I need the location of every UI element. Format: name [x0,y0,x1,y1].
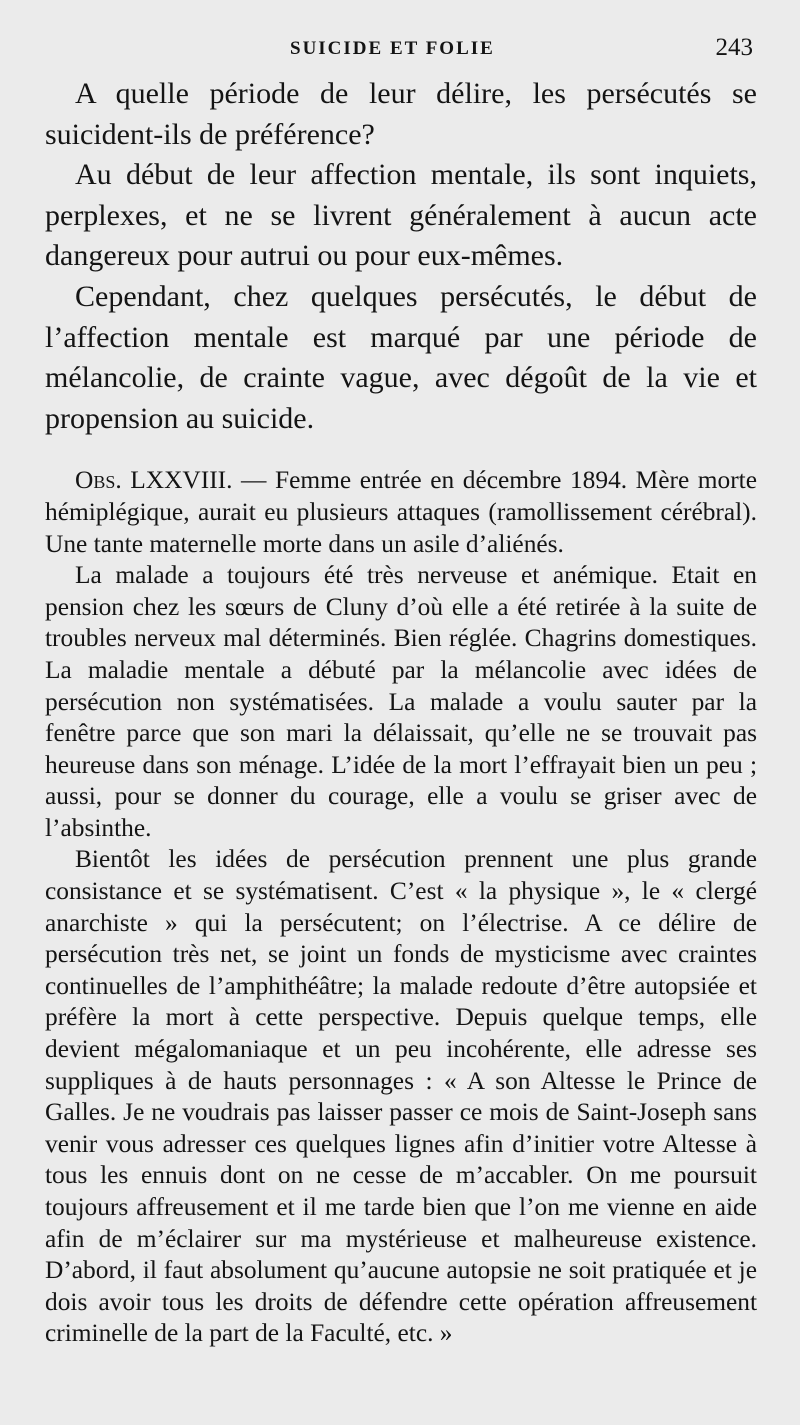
paragraph: Au début de leur affection mentale, ils sont inquiets, perplexes, et ne se livrent généralement à aucun acte dangereux pour autrui ou pour eux-mêmes. [45,158,757,273]
running-title: SUICIDE ET FOLIE [290,38,495,59]
observation-heading-paragraph [45,465,757,560]
observation-intro: — Femme entrée en décembre 1894. Mère morte hémiplégique, aurait eu plusieurs attaques (ramollissement cérébral). Une tante maternelle morte dans un asile d’aliénés. [45,466,758,558]
page-body [45,74,757,1350]
observation-paragraph: La malade a toujours été très nerveuse et anémique. Etait en pension chez les sœurs de Cluny d’où elle a été retirée à la suite de troubles nerveux mal déterminés. Bien réglée. Chagrins domestiques. La maladie mentale a débuté par la mélancolie avec idées de persécution non systématisées. La malade a voulu sauter par la fenêtre parce que son mari la délaissait, qu’elle ne se trouvait pas heureuse dans son ménage. L’idée de la mort l’effrayait bien un peu ; aussi, pour se donner du courage, elle a voulu se griser avec de l’absinthe. [45,561,757,842]
main-text [45,74,757,439]
paragraph: A quelle période de leur délire, les persécutés se suicident-ils de préférence? [45,77,757,151]
observation-label: Obs. LXXVIII. [75,466,233,495]
paragraph: Cependant, chez quelques persécutés, le début de l’affection mentale est marqué par une période de mélancolie, de crainte vague, avec dégoût de la vie et propension au suicide. [45,279,757,435]
observation-block [45,465,757,1350]
observation-paragraph: Bientôt les idées de persécution prennent une plus grande consistance et se systématisent. C’est « la physique », le « clergé anarchiste » qui la persécutent; on l’électrise. A ce délire de persécution très net, se joint un fonds de mysticisme avec craintes continuelles de l’amphithéâtre; la malade redoute d’être autopsiée et préfère la mort à cette perspective. Depuis quelque temps, elle devient mégalomaniaque et un peu incohérente, elle adresse ses suppliques à de hauts personnages : « A son Altesse le Prince de Galles. Je ne voudrais pas laisser passer ce mois de Saint-Joseph sans venir vous adresser ces quelques lignes afin d’initier votre Altesse à tous les ennuis dont on ne cesse de m’accabler. On me poursuit toujours affreusement et il me tarde bien que l’on me vienne en aide afin de m’éclairer sur ma mystérieuse et malheureuse existence. D’abord, il faut absolument qu’aucune autopsie ne soit pratiquée et je dois avoir tous les droits de défendre cette opération affreusement criminelle de la part de la Faculté, etc. » [45,845,757,1348]
page-header [0,36,800,66]
page-number: 243 [715,34,753,61]
